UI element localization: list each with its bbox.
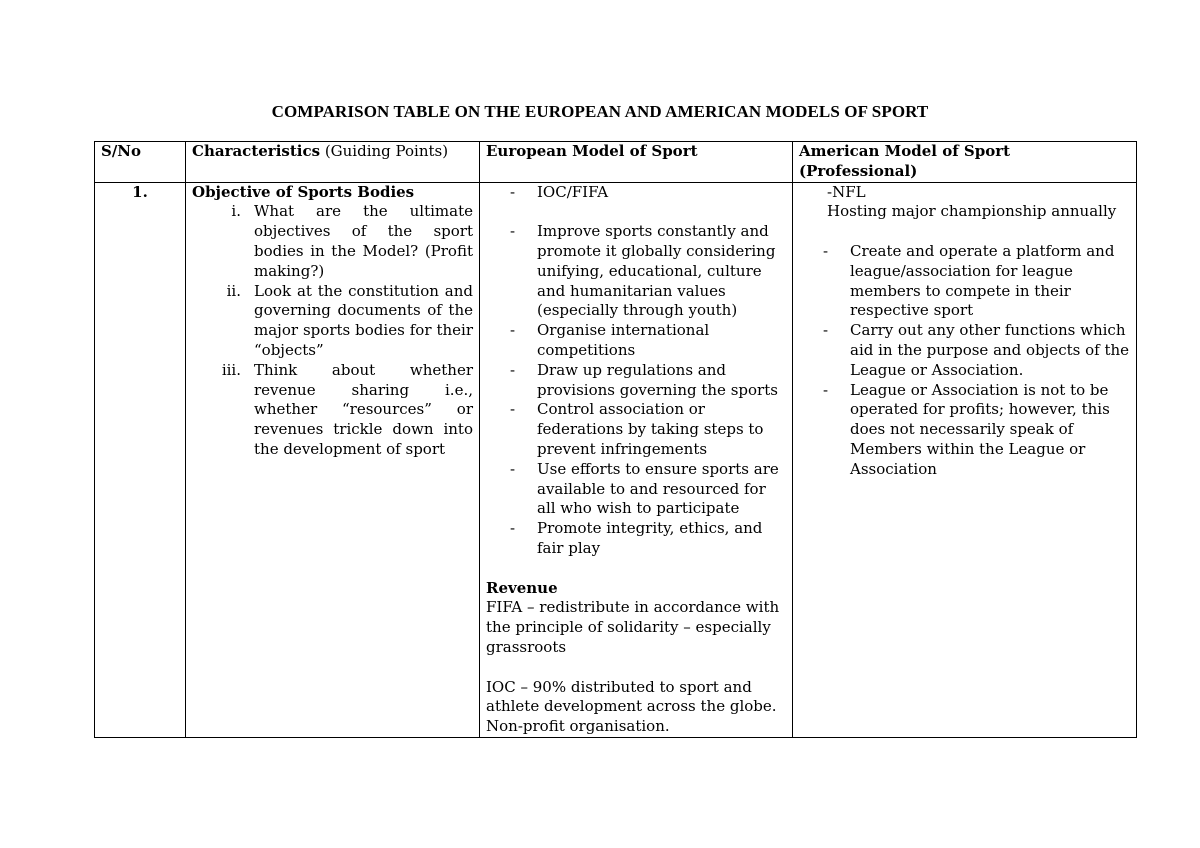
header-european: European Model of Sport <box>480 142 793 183</box>
row-european <box>480 182 793 737</box>
list-item: - Use efforts to ensure sports are available to and resourced for all who wish to participate <box>510 459 779 518</box>
header-sno: S/No <box>95 142 186 183</box>
list-item: - IOC/FIFA <box>510 182 609 201</box>
list-item: - Control association or federations by taking steps to prevent infringements <box>510 400 764 458</box>
header-characteristics: Characteristics (Guiding Points) <box>186 142 480 183</box>
row-sno: 1. <box>95 182 186 737</box>
fifa-revenue-text: FIFA – redistribute in accordance with the principle of solidarity – especially grassroots <box>486 598 780 656</box>
european-list <box>486 183 786 559</box>
list-item: - Create and operate a platform and league/association for league members to compete in their respective sport <box>823 241 1115 320</box>
list-item: i. What are the ultimate objectives of the sport bodies in the Model? (Profit making?) <box>231 202 473 280</box>
page-title: COMPARISON TABLE ON THE EUROPEAN AND AMERICAN MODELS OF SPORT <box>271 102 929 121</box>
american-list <box>799 242 1130 480</box>
characteristic-heading: Objective of Sports Bodies <box>192 182 415 201</box>
list-item: - Carry out any other functions which aid in the purpose and objects of the League or Association. <box>823 321 1130 379</box>
row-american <box>793 182 1137 737</box>
list-item: - Promote integrity, ethics, and fair play <box>510 519 763 557</box>
comparison-table <box>94 141 1137 738</box>
list-item: ii. Look at the constitution and governing documents of the major sports bodies for their “objects” <box>226 281 473 359</box>
list-item: - League or Association is not to be operated for profits; however, this does not necessarily speak of Members within the League or Association <box>823 380 1110 478</box>
header-row <box>95 142 1137 183</box>
list-item: iii. Think about whether revenue sharing i.e., whether “resources” or revenues trickle down into the development of sport <box>221 360 473 458</box>
table-row <box>95 182 1137 737</box>
revenue-heading: Revenue <box>486 578 558 597</box>
list-item: - Draw up regulations and provisions governing the sports <box>510 360 778 399</box>
row-characteristics <box>186 182 480 737</box>
header-american: American Model of Sport (Professional) <box>793 142 1137 183</box>
ioc-revenue-text: IOC – 90% distributed to sport and athlete development across the globe. Non-profit organisation. <box>486 677 777 736</box>
list-item: - Improve sports constantly and promote it globally considering unifying, educational, culture and humanitarian values (especially through youth) <box>510 222 776 320</box>
list-item: - Organise international competitions <box>510 321 710 359</box>
american-hosting: Hosting major championship annually <box>827 202 1117 221</box>
american-nfl: -NFL <box>827 182 866 201</box>
guiding-points-list <box>192 202 473 459</box>
